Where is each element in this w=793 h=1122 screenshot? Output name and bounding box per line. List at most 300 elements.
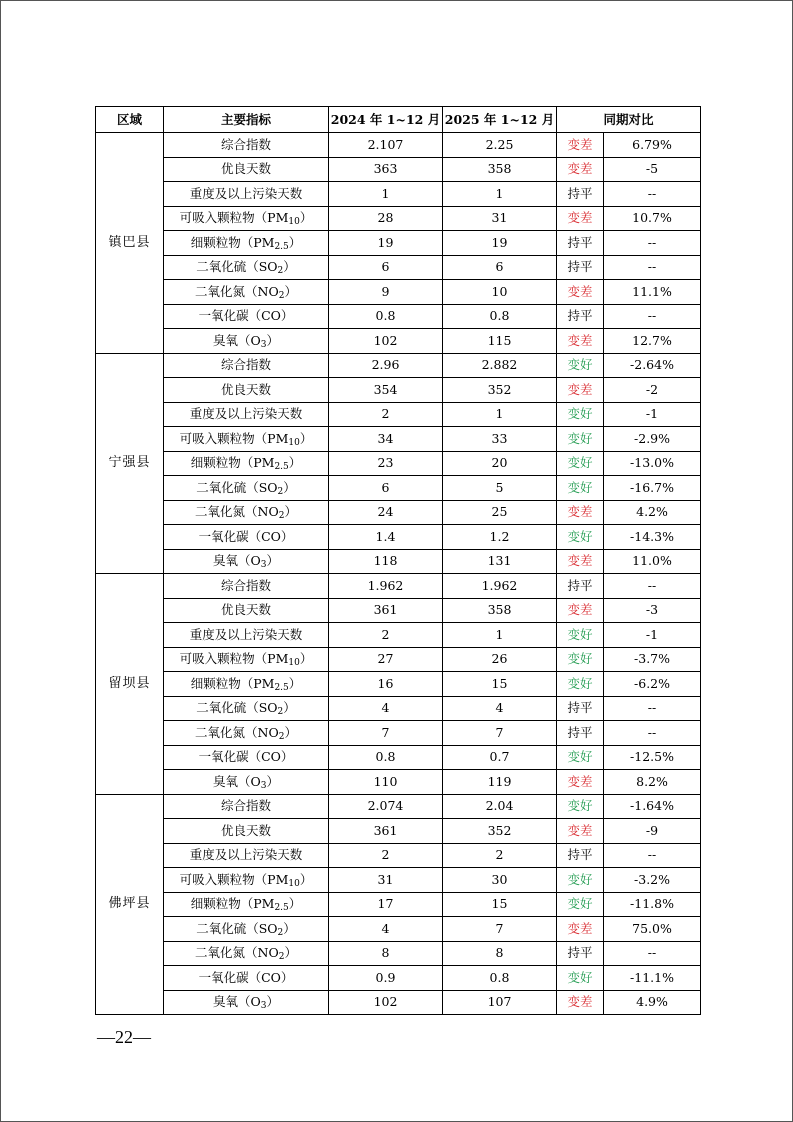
table-row	[96, 721, 701, 746]
indicator-label: 优良天数	[220, 381, 271, 397]
indicator-cell	[164, 574, 329, 599]
value-2024-cell: 354	[329, 378, 443, 403]
value-2025-cell: 352	[443, 378, 557, 403]
indicator-label: 细颗粒物（PM	[190, 896, 275, 912]
indicator-label: 可吸入颗粒物（PM	[179, 430, 289, 446]
table-row	[96, 819, 701, 844]
region-cell: 镇巴县	[96, 133, 164, 354]
change-cell: -1.64%	[604, 794, 701, 819]
value-2025-cell: 26	[443, 647, 557, 672]
value-2025-cell: 15	[443, 892, 557, 917]
indicator-cell	[164, 255, 329, 280]
value-2025-cell: 4	[443, 696, 557, 721]
change-cell: -3.7%	[604, 647, 701, 672]
trend-cell: 变差	[557, 598, 604, 623]
indicator-label: 臭氧（O	[213, 773, 261, 789]
value-2025-cell: 7	[443, 917, 557, 942]
change-cell: 12.7%	[604, 329, 701, 354]
trend-cell: 变差	[557, 917, 604, 942]
indicator-label: 可吸入颗粒物（PM	[179, 871, 289, 887]
indicator-suffix: ）	[299, 430, 313, 446]
indicator-subscript: 2	[278, 952, 285, 963]
indicator-label: 可吸入颗粒物（PM	[179, 651, 289, 667]
value-2025-cell: 2	[443, 843, 557, 868]
indicator-label: 细颗粒物（PM	[190, 675, 275, 691]
indicator-cell	[164, 353, 329, 378]
value-2024-cell: 102	[329, 990, 443, 1015]
change-cell: --	[604, 696, 701, 721]
indicator-suffix: ）	[283, 920, 296, 936]
indicator-suffix: ）	[283, 259, 296, 275]
value-2025-cell: 107	[443, 990, 557, 1015]
trend-cell: 变差	[557, 133, 604, 158]
indicator-cell	[164, 304, 329, 329]
indicator-subscript: 2	[277, 486, 284, 497]
table-row	[96, 231, 701, 256]
value-2024-cell: 0.8	[329, 304, 443, 329]
value-2025-cell: 0.8	[443, 966, 557, 991]
value-2024-cell: 34	[329, 427, 443, 452]
change-cell: -14.3%	[604, 525, 701, 550]
trend-cell: 变好	[557, 647, 604, 672]
indicator-cell	[164, 549, 329, 574]
indicator-cell	[164, 770, 329, 795]
value-2024-cell: 17	[329, 892, 443, 917]
indicator-subscript: 3	[260, 339, 267, 350]
trend-cell: 变好	[557, 476, 604, 501]
indicator-suffix: ）	[288, 896, 302, 912]
table-row	[96, 133, 701, 158]
indicator-cell	[164, 525, 329, 550]
table-row	[96, 280, 701, 305]
change-cell: -2.9%	[604, 427, 701, 452]
indicator-cell	[164, 696, 329, 721]
trend-cell: 持平	[557, 696, 604, 721]
trend-cell: 持平	[557, 304, 604, 329]
header-region: 区域	[96, 107, 164, 133]
table-row	[96, 402, 701, 427]
value-2024-cell: 2	[329, 843, 443, 868]
indicator-label: 一氧化碳（CO）	[198, 528, 294, 544]
value-2025-cell: 2.04	[443, 794, 557, 819]
value-2025-cell: 358	[443, 598, 557, 623]
value-2024-cell: 4	[329, 696, 443, 721]
indicator-cell	[164, 182, 329, 207]
value-2024-cell: 8	[329, 941, 443, 966]
header-2025: 2025 年 1~12 月	[443, 107, 557, 133]
table-row	[96, 525, 701, 550]
table-row	[96, 917, 701, 942]
change-cell: -11.8%	[604, 892, 701, 917]
table-row	[96, 623, 701, 648]
change-cell: 4.2%	[604, 500, 701, 525]
indicator-label: 二氧化氮（NO	[195, 724, 279, 740]
trend-cell: 变差	[557, 280, 604, 305]
change-cell: --	[604, 255, 701, 280]
value-2024-cell: 16	[329, 672, 443, 697]
change-cell: -1	[604, 402, 701, 427]
indicator-suffix: ）	[283, 700, 296, 716]
change-cell: 10.7%	[604, 206, 701, 231]
trend-cell: 变好	[557, 672, 604, 697]
trend-cell: 持平	[557, 941, 604, 966]
indicator-cell	[164, 427, 329, 452]
indicator-subscript: 2	[278, 511, 285, 522]
region-cell: 佛坪县	[96, 794, 164, 1015]
indicator-subscript: 2.5	[274, 462, 289, 473]
value-2025-cell: 131	[443, 549, 557, 574]
value-2025-cell: 1.2	[443, 525, 557, 550]
value-2025-cell: 7	[443, 721, 557, 746]
indicator-subscript: 10	[288, 658, 300, 669]
trend-cell: 持平	[557, 721, 604, 746]
indicator-cell	[164, 500, 329, 525]
indicator-subscript: 3	[260, 560, 267, 571]
indicator-label: 优良天数	[220, 822, 271, 838]
trend-cell: 变好	[557, 794, 604, 819]
table-row	[96, 476, 701, 501]
value-2025-cell: 358	[443, 157, 557, 182]
trend-cell: 持平	[557, 574, 604, 599]
value-2025-cell: 1	[443, 182, 557, 207]
value-2025-cell: 1	[443, 402, 557, 427]
indicator-subscript: 10	[288, 437, 300, 448]
value-2024-cell: 19	[329, 231, 443, 256]
change-cell: -3	[604, 598, 701, 623]
change-cell: --	[604, 574, 701, 599]
table-row	[96, 990, 701, 1015]
value-2024-cell: 0.8	[329, 745, 443, 770]
table-row	[96, 672, 701, 697]
indicator-cell	[164, 647, 329, 672]
indicator-cell	[164, 206, 329, 231]
value-2024-cell: 2.074	[329, 794, 443, 819]
table-row	[96, 647, 701, 672]
table-row	[96, 598, 701, 623]
indicator-subscript: 3	[260, 780, 267, 791]
indicator-label: 臭氧（O	[213, 994, 261, 1010]
page-number: —22—	[97, 1027, 151, 1047]
change-cell: --	[604, 304, 701, 329]
value-2024-cell: 23	[329, 451, 443, 476]
trend-cell: 持平	[557, 843, 604, 868]
value-2024-cell: 4	[329, 917, 443, 942]
table-row	[96, 696, 701, 721]
indicator-cell	[164, 231, 329, 256]
trend-cell: 变差	[557, 770, 604, 795]
indicator-cell	[164, 133, 329, 158]
value-2024-cell: 110	[329, 770, 443, 795]
trend-cell: 变好	[557, 966, 604, 991]
change-cell: -11.1%	[604, 966, 701, 991]
indicator-label: 二氧化硫（SO	[196, 259, 278, 275]
indicator-subscript: 2	[278, 731, 285, 742]
value-2025-cell: 0.7	[443, 745, 557, 770]
value-2025-cell: 352	[443, 819, 557, 844]
value-2024-cell: 361	[329, 819, 443, 844]
indicator-label: 臭氧（O	[213, 332, 261, 348]
change-cell: -2.64%	[604, 353, 701, 378]
indicator-cell	[164, 598, 329, 623]
indicator-cell	[164, 402, 329, 427]
value-2025-cell: 31	[443, 206, 557, 231]
indicator-label: 优良天数	[220, 602, 271, 618]
value-2025-cell: 5	[443, 476, 557, 501]
indicator-subscript: 2.5	[274, 241, 289, 252]
trend-cell: 变差	[557, 500, 604, 525]
indicator-suffix: ）	[283, 479, 296, 495]
indicator-label: 综合指数	[220, 577, 271, 593]
indicator-cell	[164, 917, 329, 942]
value-2024-cell: 6	[329, 255, 443, 280]
change-cell: 11.0%	[604, 549, 701, 574]
header-indicator: 主要指标	[164, 107, 329, 133]
value-2024-cell: 6	[329, 476, 443, 501]
region-cell: 留坝县	[96, 574, 164, 795]
value-2025-cell: 115	[443, 329, 557, 354]
table-row	[96, 843, 701, 868]
trend-cell: 变好	[557, 623, 604, 648]
change-cell: -12.5%	[604, 745, 701, 770]
table-row	[96, 157, 701, 182]
indicator-suffix: ）	[266, 773, 279, 789]
change-cell: 75.0%	[604, 917, 701, 942]
indicator-cell	[164, 868, 329, 893]
indicator-label: 一氧化碳（CO）	[198, 969, 294, 985]
value-2025-cell: 33	[443, 427, 557, 452]
value-2024-cell: 9	[329, 280, 443, 305]
trend-cell: 变好	[557, 868, 604, 893]
table-row	[96, 574, 701, 599]
indicator-cell	[164, 451, 329, 476]
indicator-label: 二氧化氮（NO	[195, 504, 279, 520]
value-2024-cell: 28	[329, 206, 443, 231]
indicator-suffix: ）	[288, 455, 302, 471]
value-2025-cell: 1.962	[443, 574, 557, 599]
value-2024-cell: 2	[329, 623, 443, 648]
value-2024-cell: 7	[329, 721, 443, 746]
indicator-label: 重度及以上污染天数	[189, 406, 303, 422]
table-row	[96, 966, 701, 991]
indicator-subscript: 2	[277, 927, 284, 938]
indicator-subscript: 2	[277, 266, 284, 277]
value-2025-cell: 8	[443, 941, 557, 966]
trend-cell: 变好	[557, 353, 604, 378]
change-cell: --	[604, 721, 701, 746]
trend-cell: 变好	[557, 745, 604, 770]
change-cell: -9	[604, 819, 701, 844]
trend-cell: 变好	[557, 402, 604, 427]
indicator-suffix: ）	[299, 210, 313, 226]
value-2025-cell: 30	[443, 868, 557, 893]
indicator-cell	[164, 329, 329, 354]
indicator-label: 一氧化碳（CO）	[198, 749, 294, 765]
indicator-cell	[164, 623, 329, 648]
value-2024-cell: 0.9	[329, 966, 443, 991]
indicator-label: 重度及以上污染天数	[189, 626, 303, 642]
trend-cell: 变差	[557, 157, 604, 182]
indicator-cell	[164, 721, 329, 746]
indicator-cell	[164, 941, 329, 966]
value-2024-cell: 2.107	[329, 133, 443, 158]
change-cell: 8.2%	[604, 770, 701, 795]
change-cell: --	[604, 843, 701, 868]
indicator-cell	[164, 819, 329, 844]
indicator-cell	[164, 476, 329, 501]
indicator-label: 一氧化碳（CO）	[198, 308, 294, 324]
value-2025-cell: 6	[443, 255, 557, 280]
change-cell: -5	[604, 157, 701, 182]
value-2024-cell: 1	[329, 182, 443, 207]
trend-cell: 变差	[557, 819, 604, 844]
change-cell: 6.79%	[604, 133, 701, 158]
table-row	[96, 941, 701, 966]
trend-cell: 变好	[557, 525, 604, 550]
table-row	[96, 206, 701, 231]
indicator-suffix: ）	[288, 675, 302, 691]
value-2025-cell: 2.25	[443, 133, 557, 158]
table-row	[96, 427, 701, 452]
indicator-cell	[164, 378, 329, 403]
indicator-suffix: ）	[284, 283, 297, 299]
indicator-cell	[164, 990, 329, 1015]
indicator-label: 二氧化氮（NO	[195, 945, 279, 961]
change-cell: --	[604, 231, 701, 256]
indicator-label: 细颗粒物（PM	[190, 455, 275, 471]
air-quality-table	[95, 106, 701, 1015]
table-row	[96, 868, 701, 893]
trend-cell: 持平	[557, 255, 604, 280]
value-2024-cell: 2.96	[329, 353, 443, 378]
table-row	[96, 549, 701, 574]
indicator-suffix: ）	[284, 724, 297, 740]
indicator-cell	[164, 157, 329, 182]
value-2024-cell: 102	[329, 329, 443, 354]
change-cell: 4.9%	[604, 990, 701, 1015]
indicator-suffix: ）	[299, 651, 313, 667]
indicator-label: 综合指数	[220, 357, 271, 373]
indicator-suffix: ）	[299, 871, 313, 887]
indicator-suffix: ）	[284, 504, 297, 520]
indicator-subscript: 10	[288, 878, 300, 889]
table-row	[96, 500, 701, 525]
indicator-suffix: ）	[288, 234, 302, 250]
value-2024-cell: 118	[329, 549, 443, 574]
value-2025-cell: 10	[443, 280, 557, 305]
indicator-cell	[164, 280, 329, 305]
trend-cell: 持平	[557, 182, 604, 207]
value-2025-cell: 15	[443, 672, 557, 697]
trend-cell: 变好	[557, 451, 604, 476]
trend-cell: 变差	[557, 378, 604, 403]
indicator-subscript: 3	[260, 1001, 267, 1012]
indicator-cell	[164, 843, 329, 868]
table-row	[96, 745, 701, 770]
table-body	[96, 133, 701, 1015]
change-cell: -16.7%	[604, 476, 701, 501]
header-comparison: 同期对比	[557, 107, 701, 133]
indicator-label: 臭氧（O	[213, 553, 261, 569]
indicator-label: 重度及以上污染天数	[189, 185, 303, 201]
table-row	[96, 353, 701, 378]
indicator-label: 二氧化氮（NO	[195, 283, 279, 299]
region-cell: 宁强县	[96, 353, 164, 574]
trend-cell: 变差	[557, 990, 604, 1015]
indicator-label: 综合指数	[220, 136, 271, 152]
table-row	[96, 329, 701, 354]
indicator-label: 二氧化硫（SO	[196, 479, 278, 495]
table-row	[96, 304, 701, 329]
indicator-suffix: ）	[284, 945, 297, 961]
trend-cell: 变好	[557, 892, 604, 917]
indicator-label: 细颗粒物（PM	[190, 234, 275, 250]
change-cell: -13.0%	[604, 451, 701, 476]
table-row	[96, 182, 701, 207]
indicator-subscript: 10	[288, 217, 300, 228]
value-2024-cell: 31	[329, 868, 443, 893]
indicator-subscript: 2	[278, 290, 285, 301]
indicator-cell	[164, 892, 329, 917]
value-2024-cell: 1.4	[329, 525, 443, 550]
indicator-subscript: 2.5	[274, 903, 289, 914]
table-row	[96, 892, 701, 917]
indicator-suffix: ）	[266, 332, 279, 348]
table-row	[96, 451, 701, 476]
value-2025-cell: 0.8	[443, 304, 557, 329]
trend-cell: 变差	[557, 329, 604, 354]
header-2024: 2024 年 1~12 月	[329, 107, 443, 133]
trend-cell: 变差	[557, 206, 604, 231]
change-cell: --	[604, 941, 701, 966]
indicator-suffix: ）	[266, 994, 279, 1010]
value-2024-cell: 361	[329, 598, 443, 623]
value-2025-cell: 20	[443, 451, 557, 476]
indicator-label: 二氧化硫（SO	[196, 700, 278, 716]
indicator-subscript: 2	[277, 707, 284, 718]
table-row	[96, 378, 701, 403]
indicator-cell	[164, 672, 329, 697]
indicator-suffix: ）	[266, 553, 279, 569]
table-row	[96, 770, 701, 795]
change-cell: -1	[604, 623, 701, 648]
table-header-row	[96, 107, 701, 133]
value-2025-cell: 25	[443, 500, 557, 525]
value-2025-cell: 19	[443, 231, 557, 256]
indicator-label: 可吸入颗粒物（PM	[179, 210, 289, 226]
indicator-label: 优良天数	[220, 161, 271, 177]
indicator-label: 二氧化硫（SO	[196, 920, 278, 936]
change-cell: -2	[604, 378, 701, 403]
trend-cell: 变差	[557, 549, 604, 574]
value-2025-cell: 1	[443, 623, 557, 648]
change-cell: 11.1%	[604, 280, 701, 305]
change-cell: -3.2%	[604, 868, 701, 893]
indicator-subscript: 2.5	[274, 682, 289, 693]
trend-cell: 持平	[557, 231, 604, 256]
value-2024-cell: 2	[329, 402, 443, 427]
value-2024-cell: 27	[329, 647, 443, 672]
indicator-label: 综合指数	[220, 798, 271, 814]
change-cell: --	[604, 182, 701, 207]
indicator-label: 重度及以上污染天数	[189, 847, 303, 863]
trend-cell: 变好	[557, 427, 604, 452]
value-2024-cell: 363	[329, 157, 443, 182]
change-cell: -6.2%	[604, 672, 701, 697]
value-2024-cell: 1.962	[329, 574, 443, 599]
indicator-cell	[164, 966, 329, 991]
indicator-cell	[164, 794, 329, 819]
indicator-cell	[164, 745, 329, 770]
